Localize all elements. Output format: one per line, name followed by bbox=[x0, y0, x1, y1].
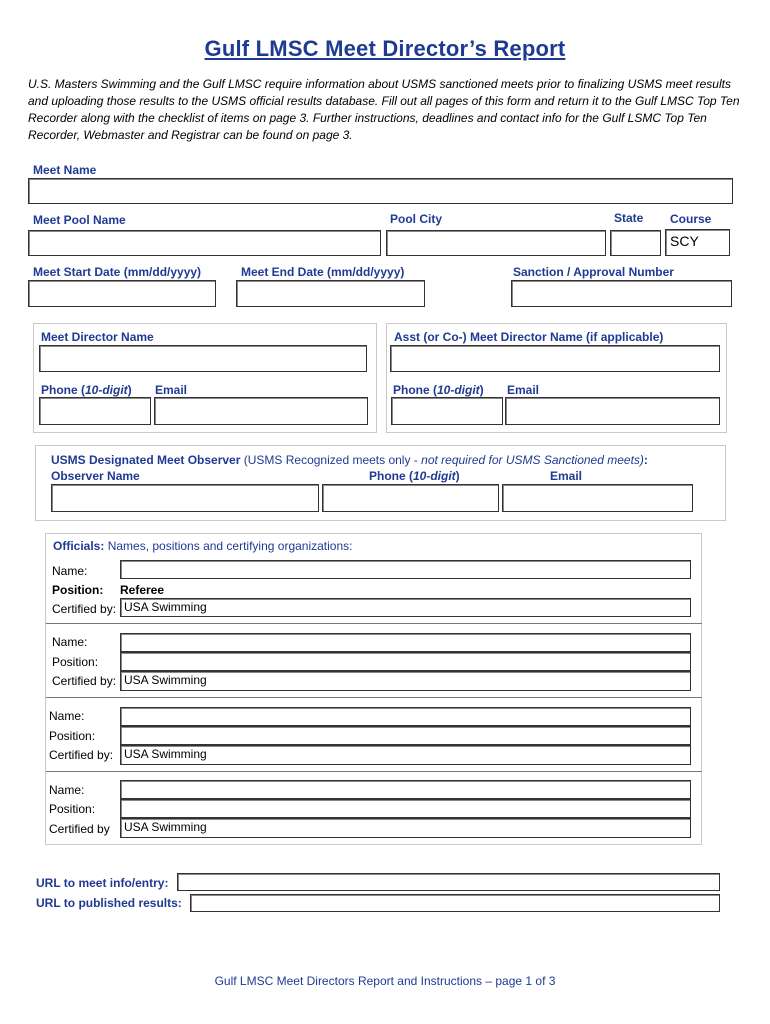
course-field[interactable] bbox=[665, 229, 730, 256]
official-2-certified-field[interactable] bbox=[120, 671, 691, 691]
official-2-position-label: Position: bbox=[52, 655, 99, 669]
director-phone-field[interactable] bbox=[39, 397, 151, 425]
meet-info-url-field[interactable] bbox=[177, 873, 720, 891]
official-2-certified-label: Certified by: bbox=[52, 674, 117, 688]
official-1-position-label: Position: bbox=[52, 583, 104, 597]
director-email-field[interactable] bbox=[154, 397, 368, 425]
sanction-field[interactable] bbox=[511, 280, 732, 307]
official-4-position-field[interactable] bbox=[120, 799, 691, 818]
official-4-name-label: Name: bbox=[49, 783, 85, 797]
asst-director-email-label: Email bbox=[507, 383, 540, 397]
pool-city-field[interactable] bbox=[386, 230, 606, 256]
asst-director-name-label: Asst (or Co-) Meet Director Name (if applicable) bbox=[394, 330, 664, 344]
official-4-position-label: Position: bbox=[49, 802, 96, 816]
official-2-name-field[interactable] bbox=[120, 633, 691, 652]
page-title: Gulf LMSC Meet Director’s Report bbox=[204, 36, 566, 61]
end-date-label: Meet End Date (mm/dd/yyyy) bbox=[241, 265, 405, 279]
intro-text: U.S. Masters Swimming and the Gulf LMSC require information about USMS sanctioned meets prior to finalizing USMS meet results and uploading those results to the USMS official results database. Fill out all pages of this form and return it to the Gulf LMSC Top Ten Recorder along with the checklist of items on page 3. Further instructions, deadlines and contact info for the Gulf LSMC Top Ten Recorder, Webmaster and Registrar can be found on page 3. bbox=[28, 77, 740, 142]
director-name-field[interactable] bbox=[39, 345, 367, 372]
official-divider bbox=[46, 623, 702, 624]
official-2-certified-value: USA Swimming bbox=[124, 673, 207, 687]
observer-heading: USMS Designated Meet Observer (USMS Recognized meets only - not required for USMS Sanctioned meets): Observer Name bbox=[51, 453, 648, 483]
official-3-position-label: Position: bbox=[49, 729, 96, 743]
official-4-certified-field[interactable] bbox=[120, 818, 691, 838]
results-url-field[interactable] bbox=[190, 894, 720, 912]
officials-heading: Officials: Names, positions and certifying organizations: bbox=[53, 539, 353, 553]
director-email-label: Email bbox=[155, 383, 188, 397]
observer-email-label: Email bbox=[550, 469, 583, 483]
official-4-name-field[interactable] bbox=[120, 780, 691, 799]
asst-director-email-field[interactable] bbox=[505, 397, 720, 425]
official-1-name-field[interactable] bbox=[120, 560, 691, 579]
page-footer: Gulf LMSC Meet Directors Report and Instructions – page 1 of 3 bbox=[214, 974, 556, 988]
asst-director-phone-field[interactable] bbox=[391, 397, 503, 425]
official-divider bbox=[46, 697, 702, 698]
official-4-certified-value: USA Swimming bbox=[124, 820, 207, 834]
official-3-name-field[interactable] bbox=[120, 707, 691, 726]
official-divider bbox=[46, 771, 702, 772]
sanction-label: Sanction / Approval Number bbox=[513, 265, 674, 279]
official-3-certified-label: Certified by: bbox=[49, 748, 114, 762]
official-3-certified-value: USA Swimming bbox=[124, 747, 207, 761]
course-value: SCY bbox=[670, 233, 699, 249]
pool-name-label: Meet Pool Name bbox=[33, 213, 126, 227]
official-1-certified-value: USA Swimming bbox=[124, 600, 207, 614]
meet-name-field[interactable] bbox=[28, 178, 733, 204]
official-2-position-field[interactable] bbox=[120, 652, 691, 671]
end-date-field[interactable] bbox=[236, 280, 425, 307]
official-3-name-label: Name: bbox=[49, 709, 85, 723]
official-1-certified-label: Certified by: bbox=[52, 602, 117, 616]
course-label: Course bbox=[670, 212, 712, 226]
official-4-certified-label: Certified by bbox=[49, 822, 110, 836]
asst-director-phone-label: Phone (10-digit) bbox=[393, 383, 484, 397]
observer-name-field[interactable] bbox=[51, 484, 319, 512]
official-3-position-field[interactable] bbox=[120, 726, 691, 745]
official-1-position-value: Referee bbox=[120, 583, 165, 597]
observer-phone-label: Phone (10-digit) bbox=[369, 469, 460, 483]
pool-city-label: Pool City bbox=[390, 212, 443, 226]
official-3-certified-field[interactable] bbox=[120, 745, 691, 765]
director-phone-label: Phone (10-digit) bbox=[41, 383, 132, 397]
start-date-field[interactable] bbox=[28, 280, 216, 307]
official-1-certified-field[interactable] bbox=[120, 598, 691, 617]
state-field[interactable] bbox=[610, 230, 661, 256]
asst-director-name-field[interactable] bbox=[390, 345, 720, 372]
pool-name-field[interactable] bbox=[28, 230, 381, 256]
meet-name-label: Meet Name bbox=[33, 163, 97, 177]
state-label: State bbox=[614, 211, 644, 225]
official-2-name-label: Name: bbox=[52, 635, 88, 649]
results-url-label: URL to published results: bbox=[36, 896, 182, 910]
observer-phone-field[interactable] bbox=[322, 484, 499, 512]
director-name-label: Meet Director Name bbox=[41, 330, 154, 344]
meet-info-url-label: URL to meet info/entry: bbox=[36, 876, 169, 890]
official-1-name-label: Name: bbox=[52, 564, 88, 578]
observer-email-field[interactable] bbox=[502, 484, 693, 512]
start-date-label: Meet Start Date (mm/dd/yyyy) bbox=[33, 265, 202, 279]
